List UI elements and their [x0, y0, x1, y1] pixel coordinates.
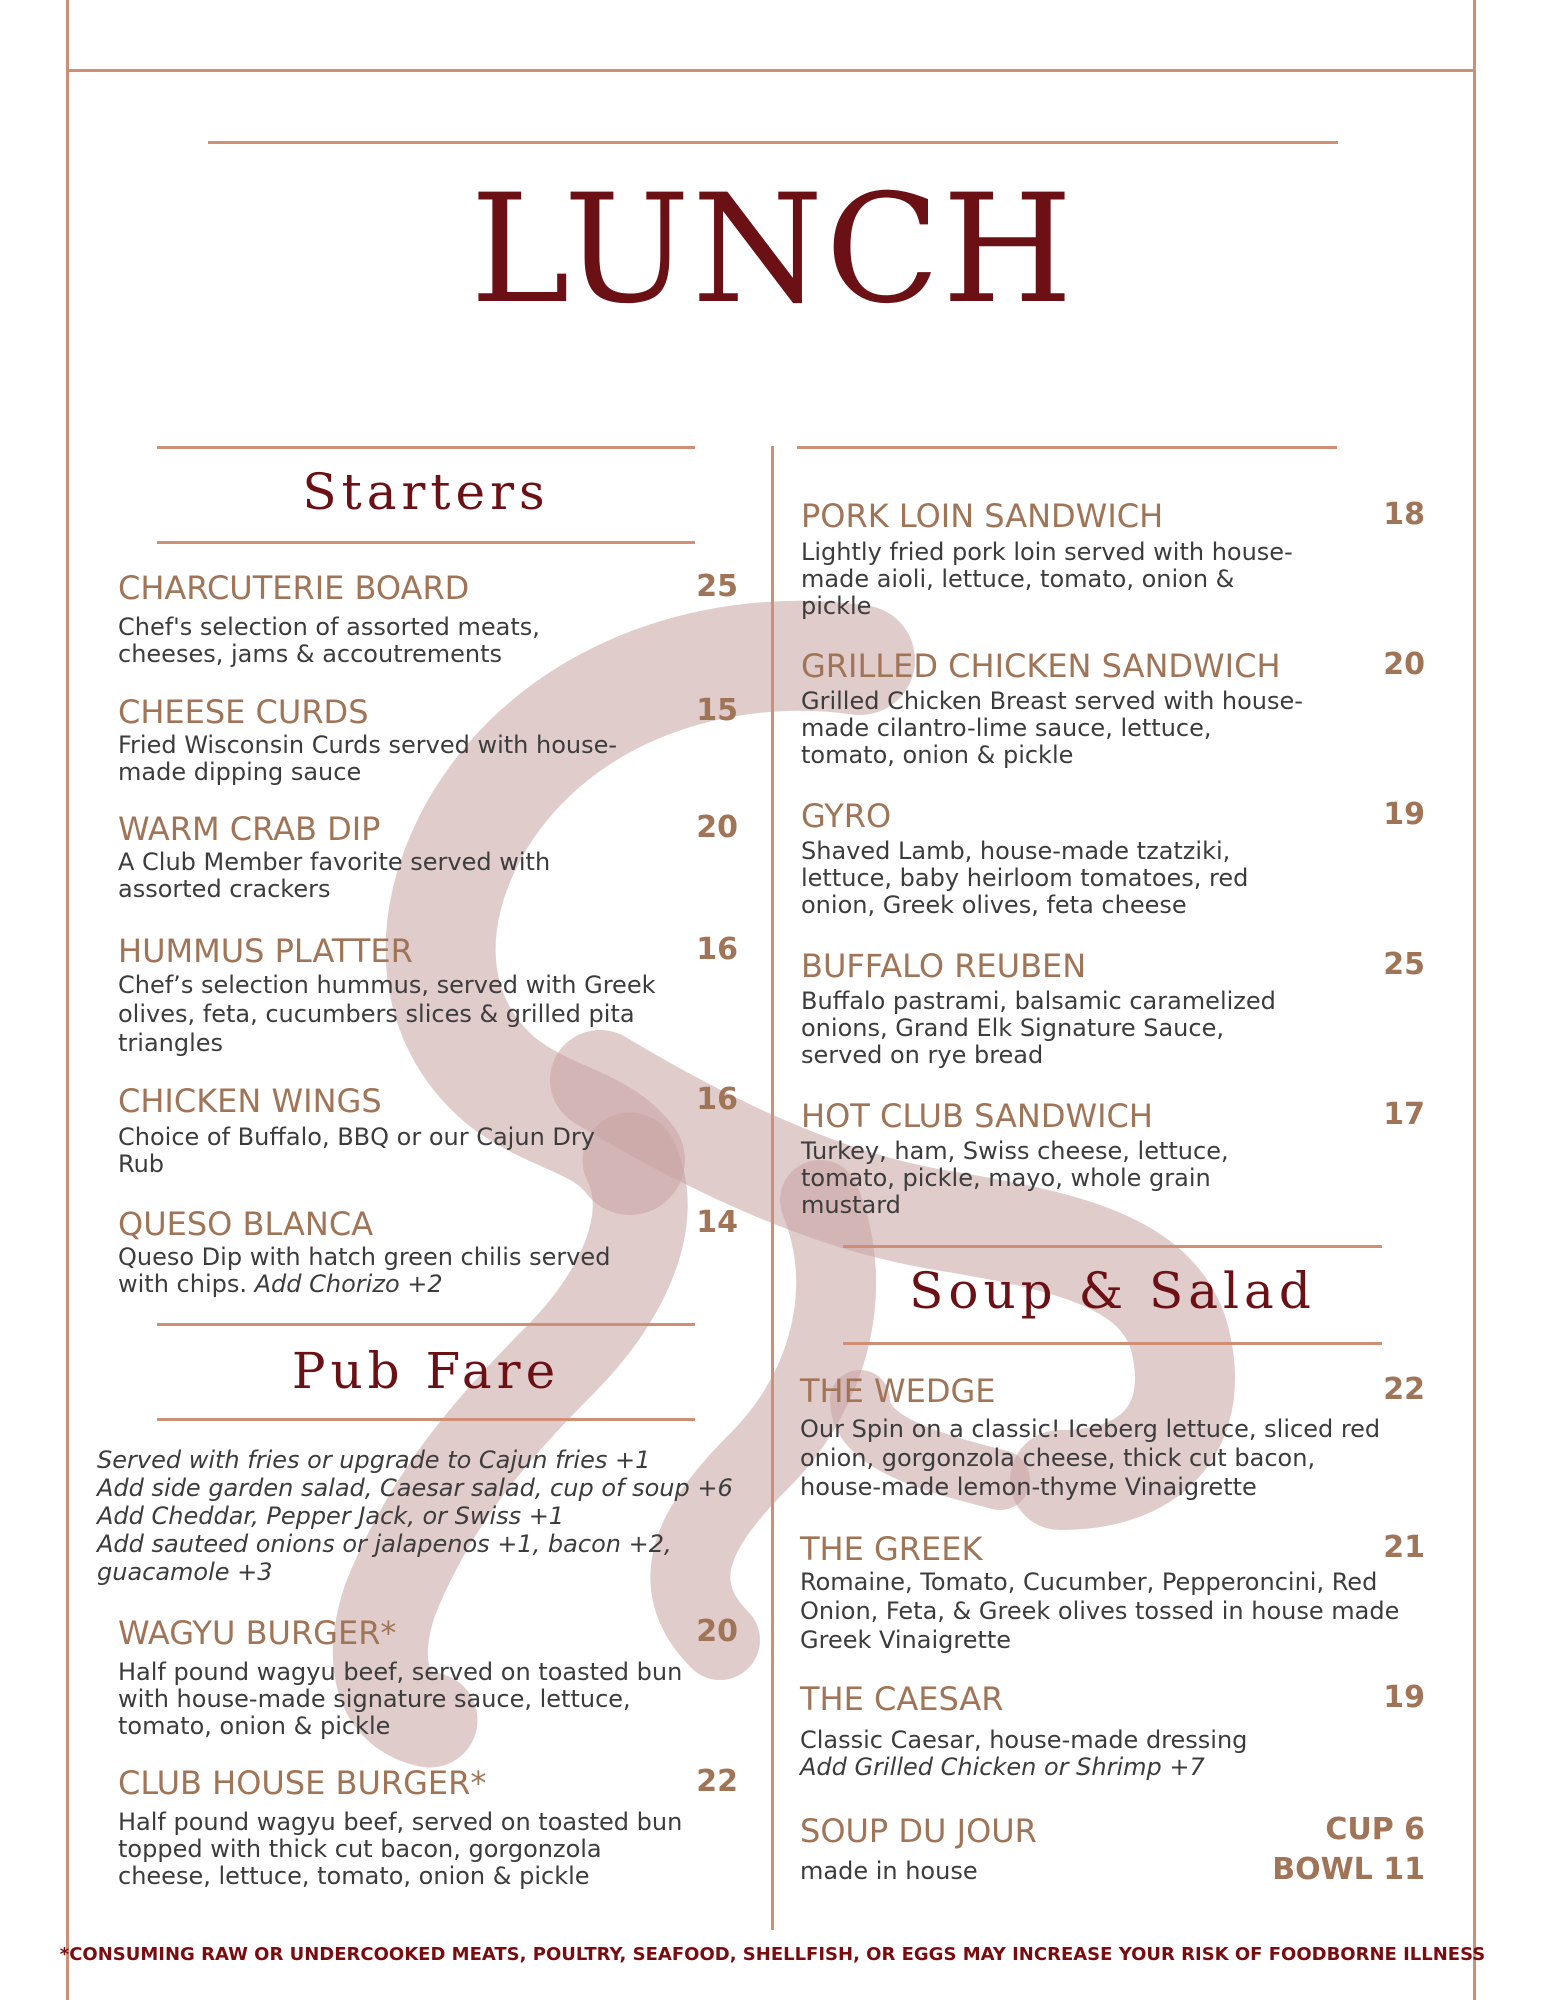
item-price: 22 — [1383, 1372, 1425, 1407]
item-description: Our Spin on a classic! Iceberg lettuce, sliced red onion, gorgonzola cheese, thick cut bacon, house-made lemon-thyme Vinaigrette — [800, 1415, 1381, 1501]
item-price: 19 — [1383, 797, 1425, 832]
item-price: 21 — [1383, 1530, 1425, 1565]
item-price: 20 — [696, 1614, 738, 1649]
item-name: THE WEDGE — [800, 1372, 996, 1410]
item-name: GYRO — [801, 797, 892, 835]
pub-fare-rule-top — [157, 1323, 695, 1326]
item-price-bowl: BOWL 11 — [1272, 1852, 1425, 1887]
item-price: 22 — [696, 1764, 738, 1799]
pub-fare-notes: Served with fries or upgrade to Cajun fries +1 Add side garden salad, Caesar salad, cup of soup +6 Add Cheddar, Pepper Jack, or Swiss +1 Add sauteed onions or jalapenos +1, bacon +2, guacamole +3 — [97, 1446, 733, 1586]
item-description: Romaine, Tomato, Cucumber, Pepperoncini, Red Onion, Feta, & Greek olives tossed in house made Greek Vinaigrette — [800, 1568, 1400, 1654]
item-price: 17 — [1383, 1097, 1425, 1132]
item-price: 19 — [1383, 1680, 1425, 1715]
section-heading-pub-fare: Pub Fare — [291, 1342, 561, 1400]
item-description: Half pound wagyu beef, served on toasted bun topped with thick cut bacon, gorgonzola cheese, lettuce, tomato, onion & pickle — [118, 1808, 683, 1890]
item-name: THE GREEK — [800, 1530, 983, 1568]
item-description: Chef’s selection hummus, served with Greek olives, feta, cucumbers slices & grilled pita triangles — [118, 971, 656, 1057]
item-description: Half pound wagyu beef, served on toasted bun with house-made signature sauce, lettuce, tomato, onion & pickle — [118, 1658, 683, 1740]
soup-salad-rule-top — [843, 1245, 1382, 1248]
section-heading-starters: Starters — [302, 463, 550, 521]
item-price-cup: CUP 6 — [1325, 1812, 1425, 1847]
food-safety-disclaimer: *CONSUMING RAW OR UNDERCOOKED MEATS, POULTRY, SEAFOOD, SHELLFISH, OR EGGS MAY INCREASE YOUR RISK OF FOODBORNE ILLNESS — [59, 1944, 1486, 1965]
pub-fare-rule-bottom — [157, 1418, 695, 1421]
item-description: Choice of Buffalo, BBQ or our Cajun Dry Rub — [118, 1123, 595, 1178]
item-description: Buffalo pastrami, balsamic caramelized onions, Grand Elk Signature Sauce, served on rye bread — [801, 987, 1276, 1069]
item-name: PORK LOIN SANDWICH — [801, 497, 1164, 535]
item-name: CLUB HOUSE BURGER* — [118, 1764, 487, 1802]
item-price: 16 — [696, 932, 738, 967]
item-description: Shaved Lamb, house-made tzatziki, lettuce, baby heirloom tomatoes, red onion, Greek olives, feta cheese — [801, 837, 1249, 919]
starters-rule-bottom — [157, 541, 695, 544]
item-price: 20 — [1383, 647, 1425, 682]
item-name: SOUP DU JOUR — [800, 1812, 1037, 1850]
item-name: WAGYU BURGER* — [118, 1614, 397, 1652]
item-description: Queso Dip with hatch green chilis served with chips. Add Chorizo +2 — [118, 1243, 611, 1298]
item-description: Turkey, ham, Swiss cheese, lettuce, tomato, pickle, mayo, whole grain mustard — [801, 1137, 1229, 1219]
item-name: HOT CLUB SANDWICH — [801, 1097, 1153, 1135]
item-description: Fried Wisconsin Curds served with house- made dipping sauce — [118, 731, 618, 786]
item-price: 20 — [696, 810, 738, 845]
item-description: Chef's selection of assorted meats, cheeses, jams & accoutrements — [118, 613, 540, 668]
item-price: 15 — [696, 693, 738, 728]
item-name: WARM CRAB DIP — [118, 810, 381, 848]
starters-rule-top — [157, 446, 695, 449]
item-name: THE CAESAR — [800, 1680, 1004, 1718]
item-description: Lightly fried pork loin served with house- made aioli, lettuce, tomato, onion & pickle — [801, 538, 1293, 620]
item-name: HUMMUS PLATTER — [118, 932, 413, 970]
section-heading-soup-salad: Soup & Salad — [909, 1262, 1316, 1320]
item-description: Classic Caesar, house-made dressing Add Grilled Chicken or Shrimp +7 — [800, 1726, 1248, 1781]
item-name: QUESO BLANCA — [118, 1205, 374, 1243]
item-description: made in house — [800, 1857, 978, 1885]
item-name: GRILLED CHICKEN SANDWICH — [801, 647, 1281, 685]
item-name: BUFFALO REUBEN — [801, 947, 1087, 985]
page-title: LUNCH — [470, 163, 1075, 337]
soup-salad-rule-bottom — [843, 1342, 1382, 1345]
item-name: CHICKEN WINGS — [118, 1082, 382, 1120]
item-price: 25 — [1383, 947, 1425, 982]
item-price: 14 — [696, 1205, 738, 1240]
title-rule — [208, 141, 1338, 144]
item-description: A Club Member favorite served with assorted crackers — [118, 848, 551, 903]
item-name: CHARCUTERIE BOARD — [118, 569, 470, 607]
sandwiches-rule-top — [797, 446, 1337, 449]
item-name: CHEESE CURDS — [118, 693, 369, 731]
item-price: 18 — [1383, 497, 1425, 532]
item-description: Grilled Chicken Breast served with house- made cilantro-lime sauce, lettuce, tomato, onion & pickle — [801, 687, 1303, 769]
column-divider — [771, 446, 774, 1930]
item-price: 25 — [696, 569, 738, 604]
frame-top-border — [66, 69, 1476, 72]
item-price: 16 — [696, 1082, 738, 1117]
